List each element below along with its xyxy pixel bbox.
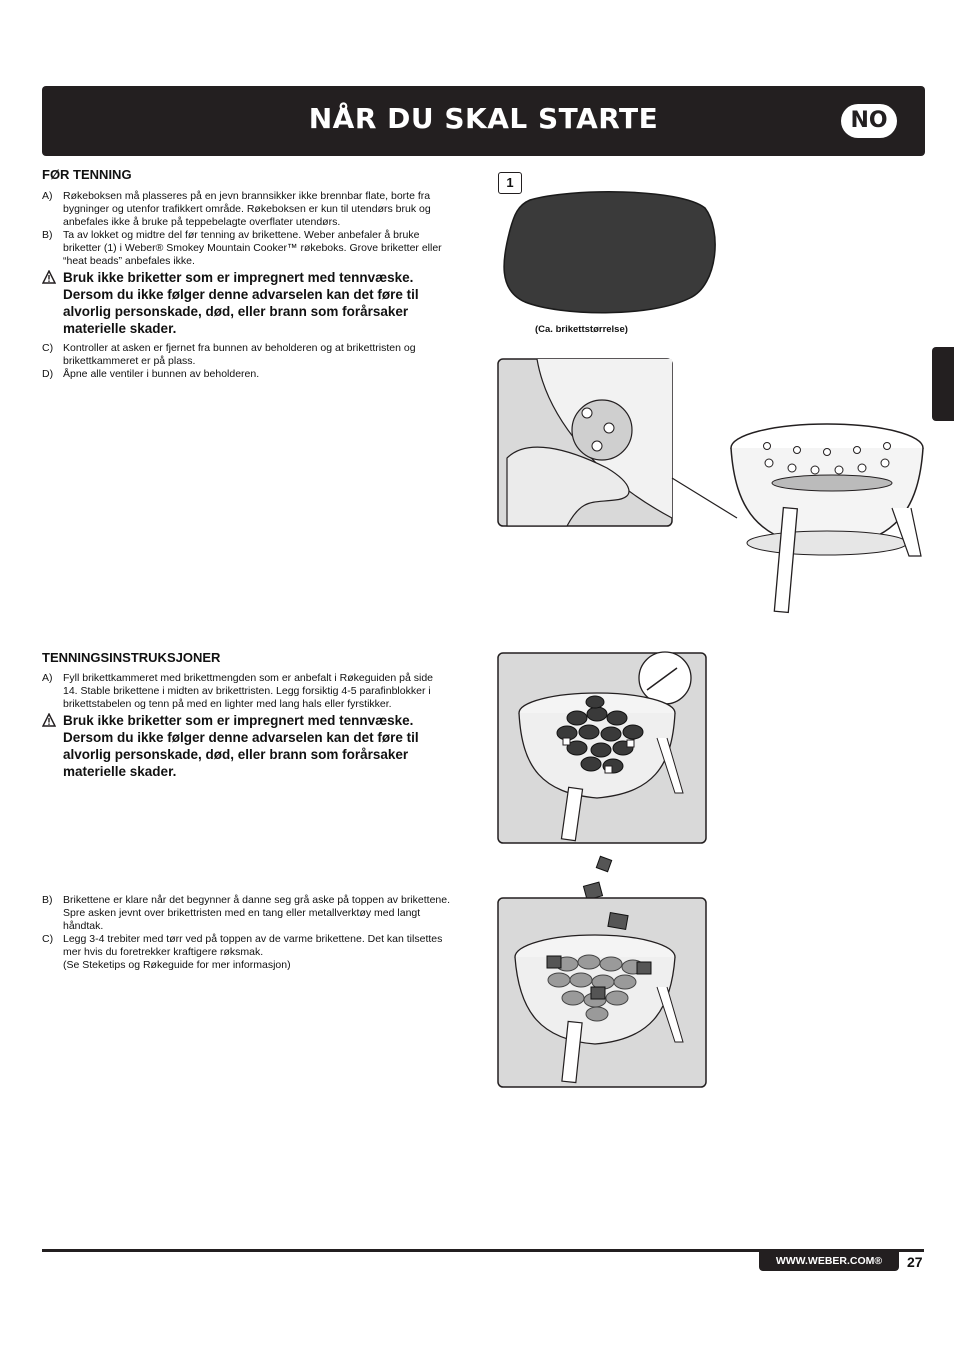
figure-number: 1 — [498, 172, 522, 194]
warning-line: Bruk ikke briketter som er impregnert med tennvæske. — [63, 270, 414, 285]
item-label: A) — [42, 672, 53, 684]
item-label: B) — [42, 229, 53, 241]
item-label: C) — [42, 933, 54, 945]
item-line: briketter (1) i Weber® Smokey Mountain Cooker™ røkeboks. Grove briketter eller — [63, 242, 442, 254]
section-title-before-lighting: FØR TENNING — [42, 167, 132, 182]
list-item — [42, 342, 467, 368]
item-line: brikettkammeret er på plass. — [63, 355, 196, 367]
item-label: C) — [42, 342, 54, 354]
item-line: brikettstabelen og tenn på med en lighter med lang hals eller fyrstikker. — [63, 698, 392, 710]
item-label: A) — [42, 190, 53, 202]
warning-triangle-icon — [42, 270, 56, 284]
page-title: NÅR DU SKAL STARTE — [308, 102, 659, 135]
language-badge: NO — [841, 104, 897, 138]
item-line: Ta av lokket og midtre del før tenning av brikettene. Weber anbefaler å bruke — [63, 229, 420, 241]
warning-line: Dersom du ikke følger denne advarselen kan det føre til — [63, 730, 419, 745]
warning-line: alvorlig personskade, død, eller brann som forårsaker — [63, 304, 409, 319]
list-item — [42, 894, 467, 933]
item-line: Brikettene er klare når det begynner å danne seg grå aske på toppen av brikettene. — [63, 894, 451, 906]
item-line: “heat beads” anbefales ikke. — [63, 255, 195, 267]
list-item — [42, 190, 467, 229]
list-item — [42, 933, 467, 972]
warning-line: alvorlig personskade, død, eller brann som forårsaker — [63, 747, 409, 762]
warning-line: Bruk ikke briketter som er impregnert med tennvæske. — [63, 713, 414, 728]
item-line: Åpne alle ventiler i bunnen av beholderen. — [63, 368, 260, 380]
list-item — [42, 368, 467, 381]
lighting-briquettes-illustration — [497, 648, 709, 846]
warning-block — [42, 269, 467, 337]
section-tab — [932, 347, 954, 421]
item-line: håndtak. — [63, 920, 104, 932]
section-title-lighting-instructions: TENNINGSINSTRUKSJONER — [42, 650, 221, 665]
warning-line: Dersom du ikke følger denne advarselen kan det føre til — [63, 287, 419, 302]
item-line: Kontroller at asken er fjernet fra bunnen av beholderen og at brikettristen og — [63, 342, 416, 354]
item-label: D) — [42, 368, 54, 380]
page-number: 27 — [907, 1254, 923, 1270]
figure-caption: (Ca. brikettstørrelse) — [535, 324, 628, 335]
item-line: 14. Stable brikettene i midten av brikettristen. Legg forsiktig 4-5 parafinblokker i — [63, 685, 431, 697]
item-line: Spre asken jevnt over brikettristen med en tang eller metallverktøy med langt — [63, 907, 421, 919]
item-line: anbefales ikke å bruke på teppebelagte overflater utendørs. — [63, 216, 341, 228]
vent-opening-illustration — [497, 358, 927, 614]
item-line: Fyll brikettkammeret med brikettmengden som er anbefalt i Røkeguiden på side — [63, 672, 434, 684]
page-header — [42, 86, 925, 156]
item-line: (Se Steketips og Røkeguide for mer informasjon) — [63, 959, 291, 971]
item-line: bygninger og utenfor trafikkert område. Røkeboksen er kun til utendørs bruk og — [63, 203, 431, 215]
item-line: Røkeboksen må plasseres på en jevn brannsikker ikke brennbar flate, borte fra — [63, 190, 431, 202]
list-item — [42, 229, 467, 268]
briquette-illustration — [500, 190, 722, 320]
warning-line: materielle skader. — [63, 321, 177, 336]
footer-website: WWW.WEBER.COM® — [759, 1251, 899, 1271]
warning-block — [42, 712, 467, 780]
list-item — [42, 672, 467, 711]
item-line: mer hvis du foretrekker kraftigere røksmak. — [63, 946, 264, 958]
item-label: B) — [42, 894, 53, 906]
warning-line: materielle skader. — [63, 764, 177, 779]
warning-triangle-icon — [42, 713, 56, 727]
item-line: Legg 3-4 trebiter med tørr ved på toppen av de varme brikettene. Det kan tilsettes — [63, 933, 443, 945]
adding-wood-illustration — [497, 852, 709, 1090]
